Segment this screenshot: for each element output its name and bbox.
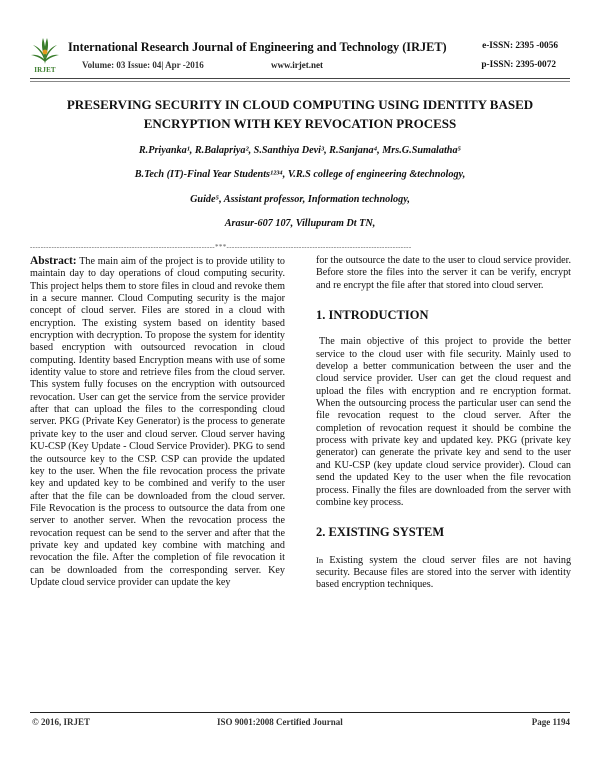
abstract-text: The main aim of the project is to provide utility to maintain day to day operations of cloud computing security. This project helps them to store files in cloud and revoke them in a secure manner. Cloud Computing security is the major concept of cloud server. Files are stored in a cloud with encryption. The existing system based on identity based encryption with decryption. To propose the system for identity based encryption with outsourced revocation in cloud computing. Identity based Encryption means with use of some identity value to store and retrieve files from the cloud server. This system fully focuses on the encryption with outsourced revocation. User can get the service from the service provider after that can upload the files to the corresponding cloud server. PKG (Private Key Generator) is the process to generate private key to the user and cloud server. Cloud server having KU-CSP (Key Update - Cloud Service Provider). PKG to send the outsource key to the CSP. CSP can provide the updated key to the user. When the file revocation process the private key and updated key to be combined and verify to the user after that the file can be downloaded from the cloud server. File Revocation is the process to outsource the data from one server to another server. When the revocation process the revocation request can be send to the server and after that the private key and updated key combine with matching and revocation the file. After the completion of file revocation it can be downloaded from the corresponding server. Key Update cloud service provider can update the key bbox=[30, 256, 285, 588]
existing-system-marker: In bbox=[316, 554, 324, 565]
abstract-paragraph bbox=[30, 255, 285, 589]
abstract-label: Abstract: bbox=[30, 255, 77, 267]
right-column bbox=[316, 255, 571, 592]
abstract-continued: for the outsource the date to the user to cloud service provider. Before store the files into the server it can be verify, encrypt and re encrypt the file after that stored into cloud server. bbox=[316, 255, 571, 291]
journal-title: International Research Journal of Engineering and Technology (IRJET) bbox=[68, 40, 447, 54]
irjet-logo bbox=[30, 36, 60, 78]
e-issn: e-ISSN: 2395 -0056 bbox=[482, 41, 558, 51]
volume-issue: Volume: 03 Issue: 04| Apr -2016 bbox=[82, 60, 204, 70]
journal-website-link[interactable]: www.irjet.net bbox=[271, 60, 323, 70]
existing-system-text: Existing system the cloud server files are not having security. Because files are stored into the server with identity based encryption techniques. bbox=[316, 554, 572, 591]
journal-header bbox=[30, 36, 570, 78]
header-divider-thin bbox=[30, 81, 570, 82]
author-address: Arasur-607 107, Villupuram Dt TN, bbox=[224, 218, 376, 229]
footer-divider bbox=[30, 712, 570, 713]
footer-iso: ISO 9001:2008 Certified Journal bbox=[217, 717, 343, 727]
author-names: R.Priyanka¹, R.Balapriya², S.Santhiya Devi³, R.Sanjana⁴, Mrs.G.Sumalatha⁵ bbox=[138, 145, 462, 156]
irjet-leaf-icon bbox=[30, 36, 60, 66]
paper-title: PRESERVING SECURITY IN CLOUD COMPUTING USING IDENTITY BASED ENCRYPTION WITH KEY REVOCATION PROCESS bbox=[66, 97, 534, 131]
header-divider bbox=[30, 78, 570, 79]
p-issn: p-ISSN: 2395-0072 bbox=[481, 60, 556, 70]
footer-page-number: Page 1194 bbox=[531, 717, 570, 727]
existing-system-paragraph bbox=[316, 554, 571, 592]
footer-copyright: © 2016, IRJET bbox=[32, 717, 90, 727]
logo-text: IRJET bbox=[34, 66, 56, 74]
section-separator: ---------------------------------------------------------------------***--------------------------------------------------------------------- bbox=[30, 243, 412, 251]
section-heading-introduction: 1. INTRODUCTION bbox=[316, 308, 429, 323]
left-column bbox=[30, 255, 285, 589]
guide-affiliation: Guide⁵, Assistant professor, Information technology, bbox=[190, 194, 410, 205]
introduction-text: The main objective of this project to provide the better service to the cloud user with file security. Mainly used to develop a better communication between the user and the cloud service provider. User can get the cloud request and upload the files with encryption and re encryption format. When the outsourcing process the particular user can send the file revocation request to the cloud server. After the completion of revocation request it should be combine the process with private key and updated key. PKG (private key generator) can generate the private key and send to the user and KU-CSP (key update cloud service provider). Cloud can send the updated Key to the user when the file revocation process. Finally the files are downloaded from the server with combine key process. bbox=[316, 336, 571, 508]
author-affiliation: B.Tech (IT)-Final Year Students¹²³⁴, V.R.S college of engineering &technology, bbox=[134, 169, 466, 180]
section-heading-existing-system: 2. EXISTING SYSTEM bbox=[316, 525, 445, 540]
